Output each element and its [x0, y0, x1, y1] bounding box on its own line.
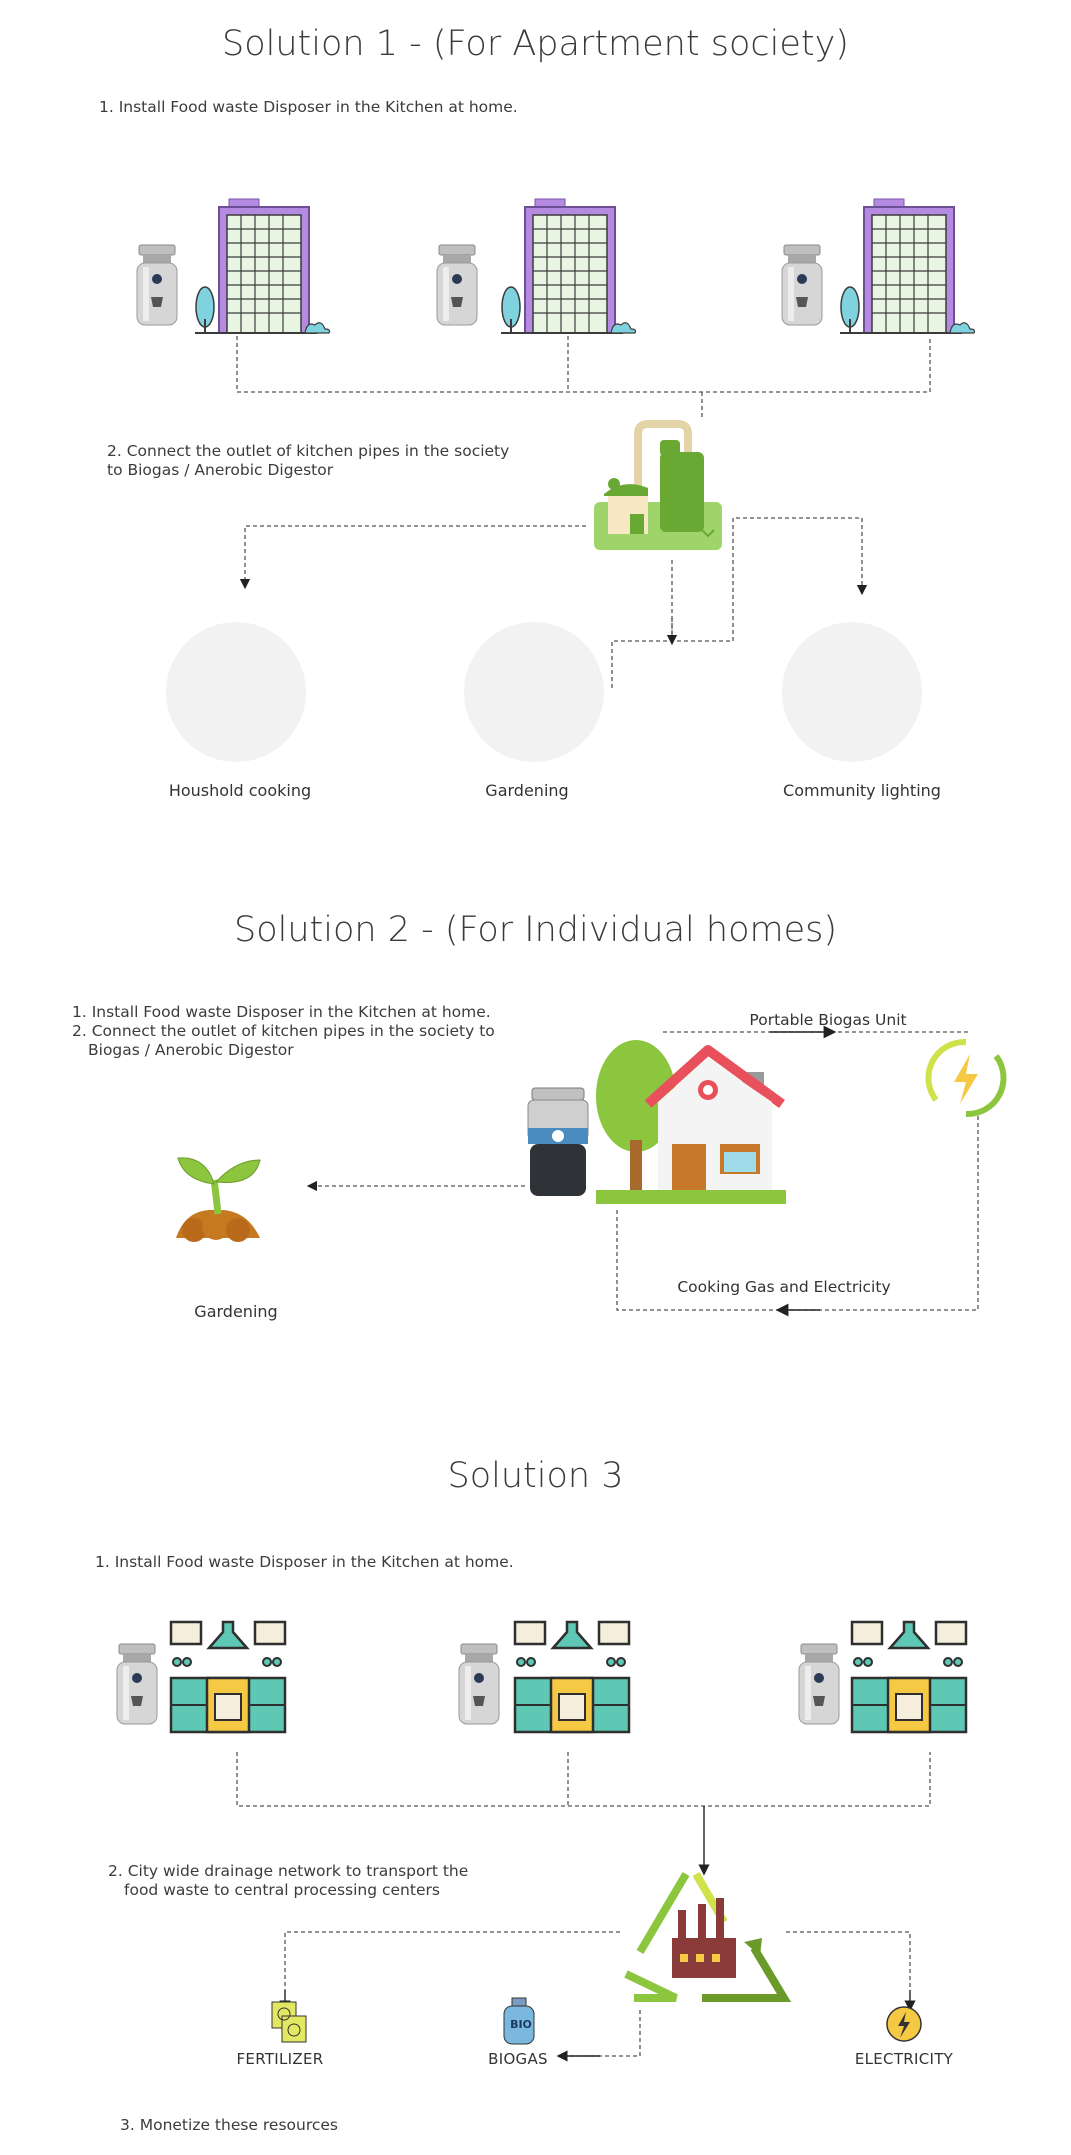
plant-sprout-icon	[176, 1158, 260, 1242]
solution2-step1: 1. Install Food waste Disposer in the Kitchen at home.	[72, 1003, 491, 1021]
renewable-energy-icon	[928, 1042, 1003, 1114]
food-disposer-icon	[528, 1088, 588, 1196]
kitchen-icon	[852, 1622, 966, 1732]
solution1-title: Solution 1 - (For Apartment society)	[222, 24, 849, 64]
food-disposer-icon	[117, 1644, 157, 1724]
solution2-step2-line1: 2. Connect the outlet of kitchen pipes in the society to	[72, 1022, 495, 1040]
output-electricity: ELECTRICITY	[854, 2050, 954, 2068]
s3-unit-1	[117, 1622, 285, 1732]
solution3-step3: 3. Monetize these resources	[120, 2116, 339, 2134]
solution1-step2-line2: to Biogas / Anerobic Digestor	[107, 461, 334, 479]
s3-collector-lines	[237, 1752, 930, 2056]
house-icon	[596, 1040, 786, 1204]
s1-unit-1	[137, 199, 330, 333]
use-circle-cooking	[166, 622, 306, 762]
solution1-step1: 1. Install Food waste Disposer in the Kitchen at home.	[99, 98, 518, 116]
solution3-step2-line2: food waste to central processing centers	[124, 1881, 440, 1899]
food-disposer-icon	[137, 245, 177, 325]
food-disposer-icon	[437, 245, 477, 325]
apartment-building-icon	[195, 199, 330, 333]
s3-unit-2	[459, 1622, 629, 1732]
fertilizer-icon	[272, 2002, 306, 2042]
use-label-lighting: Community lighting	[783, 781, 941, 800]
apartment-building-icon	[840, 199, 975, 333]
portable-biogas-label: Portable Biogas Unit	[749, 1011, 907, 1029]
biogas-plant-icon	[594, 424, 722, 550]
s1-unit-3	[782, 199, 975, 333]
food-disposer-icon	[782, 245, 822, 325]
use-circle-gardening	[464, 622, 604, 762]
solution3-step1: 1. Install Food waste Disposer in the Kitchen at home.	[95, 1553, 514, 1571]
s1-unit-2	[437, 199, 636, 333]
solution2-step2-line2: Biogas / Anerobic Digestor	[88, 1041, 294, 1059]
solution3-title: Solution 3	[447, 1456, 624, 1496]
output-fertilizer: FERTILIZER	[236, 2050, 324, 2068]
apartment-building-icon	[501, 199, 636, 333]
kitchen-icon	[515, 1622, 629, 1732]
kitchen-icon	[171, 1622, 285, 1732]
electricity-bolt-icon	[887, 2007, 921, 2041]
use-circle-lighting	[782, 622, 922, 762]
gardening-label-2: Gardening	[194, 1302, 278, 1321]
output-biogas: BIOGAS	[488, 2050, 548, 2068]
food-disposer-icon	[459, 1644, 499, 1724]
use-label-gardening: Gardening	[485, 781, 569, 800]
solution2-title: Solution 2 - (For Individual homes)	[233, 910, 837, 950]
food-disposer-icon	[799, 1644, 839, 1724]
solution1-step2-line1: 2. Connect the outlet of kitchen pipes in the society	[107, 442, 510, 460]
bio-badge: BIO	[510, 2018, 532, 2031]
use-label-cooking: Houshold cooking	[168, 781, 312, 800]
s3-unit-3	[799, 1622, 966, 1732]
solution3-step2-line1: 2. City wide drainage network to transport the	[108, 1862, 469, 1880]
recycle-factory-icon	[626, 1874, 784, 1998]
cooking-gas-label: Cooking Gas and Electricity	[677, 1278, 891, 1296]
